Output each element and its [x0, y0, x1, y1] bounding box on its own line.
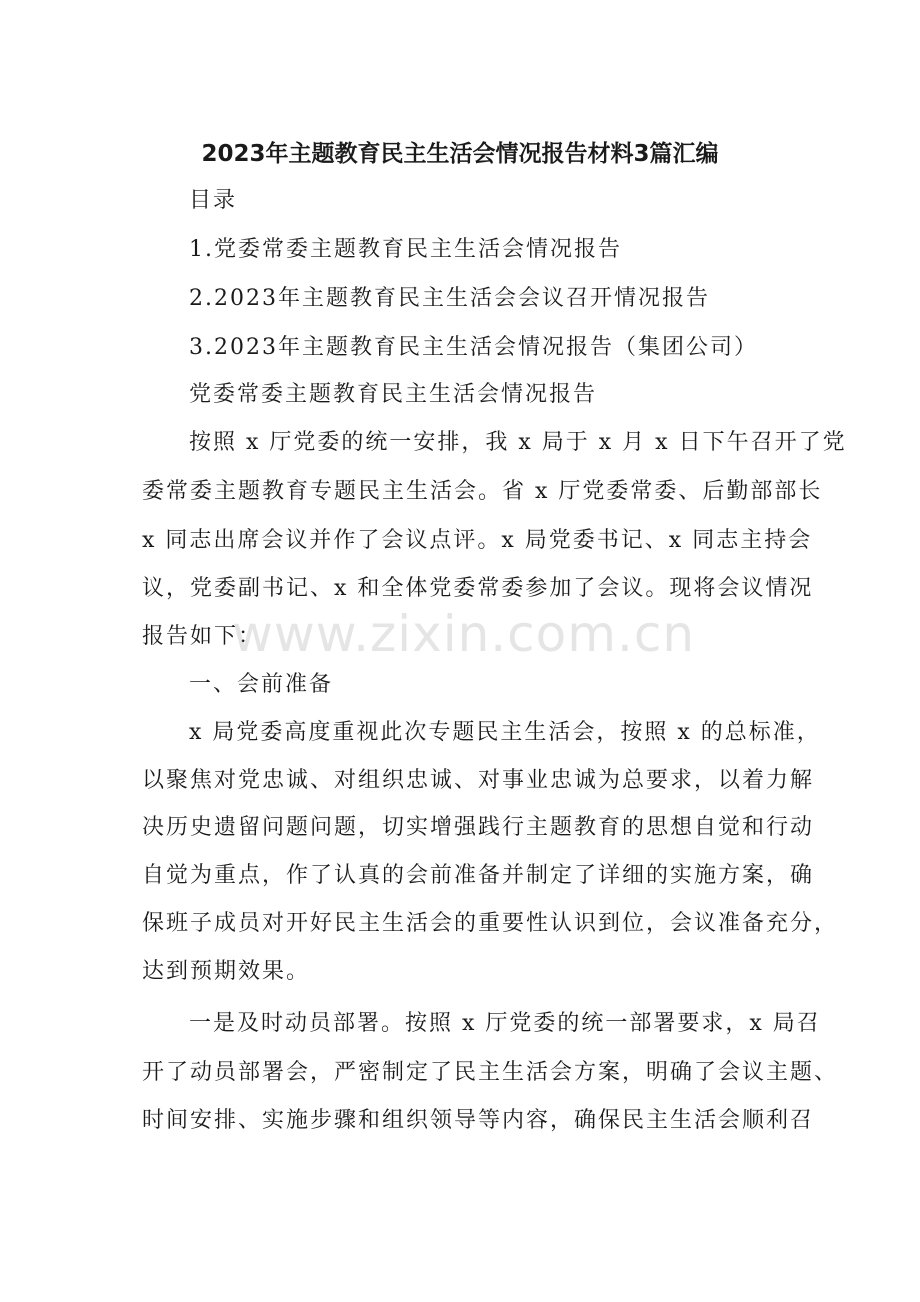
document-title: 2023年主题教育民主生活会情况报告材料3篇汇编 [201, 141, 719, 167]
paragraph-line: 以聚焦对党忠诚、对组织忠诚、对事业忠诚为总要求，以着力解 [142, 768, 815, 793]
paragraph-line: 按照 x 厅党委的统一安排，我 x 局于 x 月 x 日下午召开了党 [189, 430, 847, 455]
toc-item: 1.党委常委主题教育民主生活会情况报告 [189, 237, 622, 262]
paragraph-line: 自觉为重点，作了认真的会前准备并制定了详细的实施方案，确 [142, 863, 815, 888]
toc-item: 2.2023年主题教育民主生活会会议召开情况报告 [189, 286, 710, 311]
paragraph-line: 时间安排、实施步骤和组织领导等内容，确保民主生活会顺利召 [142, 1108, 815, 1133]
paragraph-line: 委常委主题教育专题民主生活会。省 x 厅党委常委、后勤部部长 [142, 479, 823, 504]
paragraph-line: 报告如下： [142, 624, 263, 649]
paragraph-line: 一是及时动员部署。按照 x 厅党委的统一部署要求，x 局召 [189, 1011, 821, 1036]
watermark: www.zixin.com.cn [232, 605, 696, 663]
paragraph-line: x 局党委高度重视此次专题民主生活会，按照 x 的总标准， [189, 720, 821, 745]
section-heading: 一、会前准备 [189, 672, 334, 697]
paragraph-line: 保班子成员对开好民主生活会的重要性认识到位，会议准备充分， [142, 911, 839, 936]
paragraph-line: 决历史遗留问题问题，切实增强践行主题教育的思想自觉和行动 [142, 815, 815, 840]
section-title: 党委常委主题教育民主生活会情况报告 [189, 382, 598, 407]
paragraph-line: 达到预期效果。 [142, 959, 311, 984]
paragraph-line: 议，党委副书记、x 和全体党委常委参加了会议。现将会议情况 [142, 576, 814, 601]
toc-item: 3.2023年主题教育民主生活会情况报告（集团公司） [189, 335, 758, 360]
paragraph-line: x 同志出席会议并作了会议点评。x 局党委书记、x 同志主持会 [142, 528, 813, 553]
paragraph-line: 开了动员部署会，严密制定了民主生活会方案，明确了会议主题、 [142, 1060, 839, 1085]
toc-heading: 目录 [189, 188, 238, 213]
